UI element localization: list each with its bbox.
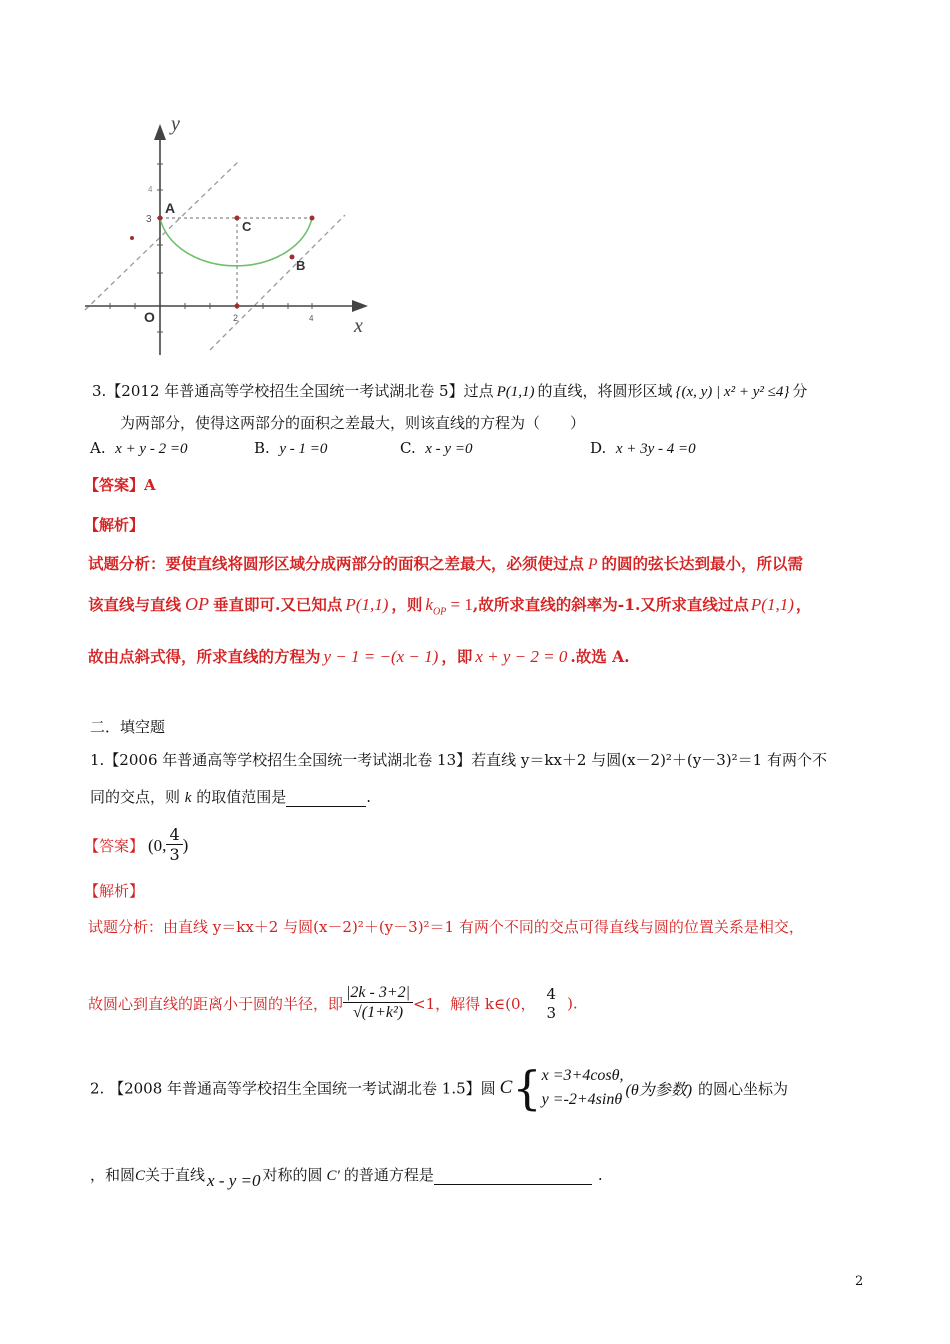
origin-label: O bbox=[144, 309, 155, 325]
q3-prefix: 3.【2012 年普通高等学校招生全国统一考试湖北卷 5】过点 bbox=[92, 382, 494, 400]
f1-line2: 同的交点，则 k 的取值范围是 . bbox=[90, 788, 372, 806]
y-label: y bbox=[171, 113, 180, 135]
q3-analysis-tag: 【解析】 bbox=[84, 516, 145, 534]
f1-answer: 【答案】 (0, $\frac{4}{3}$ ) bbox=[84, 825, 189, 864]
option-a[interactable]: A. x + y - 2 =0 bbox=[90, 439, 188, 457]
tick-2-label: 2 bbox=[233, 313, 239, 323]
f2-line1: 2. 【2008 年普通高等学校招生全国统一考试湖北卷 1.5】圆 C{ x =3+4cosθ, y =-2+4sinθ (θ为参数) 的圆心坐标为 bbox=[90, 1061, 789, 1115]
tick-4-label: 4 bbox=[309, 314, 314, 323]
x-axis-arrow bbox=[352, 300, 368, 312]
f1-answer-fraction: $\frac{4}{3}$ bbox=[166, 826, 182, 865]
f2-blank[interactable] bbox=[434, 1168, 592, 1185]
param-equations: x =3+4cosθ, y =-2+4sinθ bbox=[541, 1067, 624, 1108]
tick-4y-label: 4 bbox=[148, 185, 153, 194]
point-c-label: C bbox=[242, 219, 252, 234]
q3-analysis-line3: 故由点斜式得，所求直线的方程为 y − 1 = −(x − 1) ，即 x + y − 2 = 0 .故选 A. bbox=[88, 647, 630, 666]
point-end-dot bbox=[310, 216, 315, 221]
circle-arc bbox=[160, 218, 312, 266]
q3-middle: 的直线，将圆形区域 bbox=[537, 382, 673, 400]
f2-line2: ，和圆C关于直线 x - y =0 对称的圆 C′ 的普通方程是 . bbox=[90, 1166, 603, 1190]
coordinate-figure bbox=[80, 110, 380, 365]
q3-suffix: 分 bbox=[792, 382, 808, 400]
point-a-dot bbox=[158, 216, 163, 221]
point-left-dot bbox=[130, 236, 134, 240]
section2-heading: 二．填空题 bbox=[90, 718, 166, 736]
q3-line1 bbox=[92, 380, 807, 401]
q3-analysis-line1: 试题分析：要使直线将圆形区域分成两部分的面积之差最大，必须使过点 P 的圆的弦长达到最小，所以需 bbox=[88, 554, 803, 573]
q3-analysis-line2: 该直线与直线 OP 垂直即可.又已知点 P(1,1) ，则 $k_{OP} = 1$,故所求直线的斜率为-1.又所求直线过点 P(1,1) ， bbox=[88, 594, 812, 618]
q3-answer: 【答案】A bbox=[84, 476, 156, 494]
option-b[interactable]: B. y - 1 =0 bbox=[254, 439, 328, 457]
q3-point: P(1,1) bbox=[496, 384, 535, 400]
dashed-line-lower bbox=[210, 215, 345, 350]
range-fraction: 4 3 bbox=[546, 984, 557, 1022]
y-axis-arrow bbox=[154, 124, 166, 140]
q3-region: {(x, y) | x² + y² ≤4} bbox=[675, 384, 790, 400]
f1-analysis-tag: 【解析】 bbox=[84, 882, 145, 900]
f1-analysis-line1: 试题分析：由直线 y＝kx＋2 与圆(x－2)²＋(y－3)²＝1 有两个不同的交点可得直线与圆的位置关系是相交， bbox=[88, 918, 804, 936]
q3-line2-text: 为两部分，使得这两部分的面积之差最大，则该直线的方程为（ ） bbox=[120, 414, 586, 432]
point-a-label: A bbox=[165, 200, 176, 216]
distance-fraction: $\frac{|2k - 3+2|}{\text{√(1+k²)}}$ bbox=[343, 984, 413, 1023]
x-label: x bbox=[354, 315, 363, 337]
page-number: 2 bbox=[855, 1274, 864, 1289]
tick-3-label: 3 bbox=[146, 214, 152, 225]
option-c[interactable]: C. x - y =0 bbox=[400, 439, 473, 457]
point-b-dot bbox=[290, 255, 295, 260]
f1-line1: 1.【2006 年普通高等学校招生全国统一考试湖北卷 13】若直线 y＝kx＋2 与圆(x－2)²＋(y－3)²＝1 有两个不 bbox=[90, 751, 827, 769]
f1-blank[interactable] bbox=[286, 790, 366, 807]
point-x2-dot bbox=[235, 304, 240, 309]
cases-brace: { bbox=[512, 1061, 542, 1115]
f1-analysis-line2: 故圆心到直线的距离小于圆的半径，即 $\frac{|2k - 3+2|}{\text{√(1+k²)}}$ <1，解得 k∈(0， 4 3 ). bbox=[88, 984, 578, 1022]
point-b-label: B bbox=[296, 258, 306, 273]
q3-line2 bbox=[120, 412, 585, 433]
option-d[interactable]: D. x + 3y - 4 =0 bbox=[590, 439, 696, 457]
point-c-dot bbox=[235, 216, 240, 221]
dashed-line-upper bbox=[85, 160, 240, 310]
